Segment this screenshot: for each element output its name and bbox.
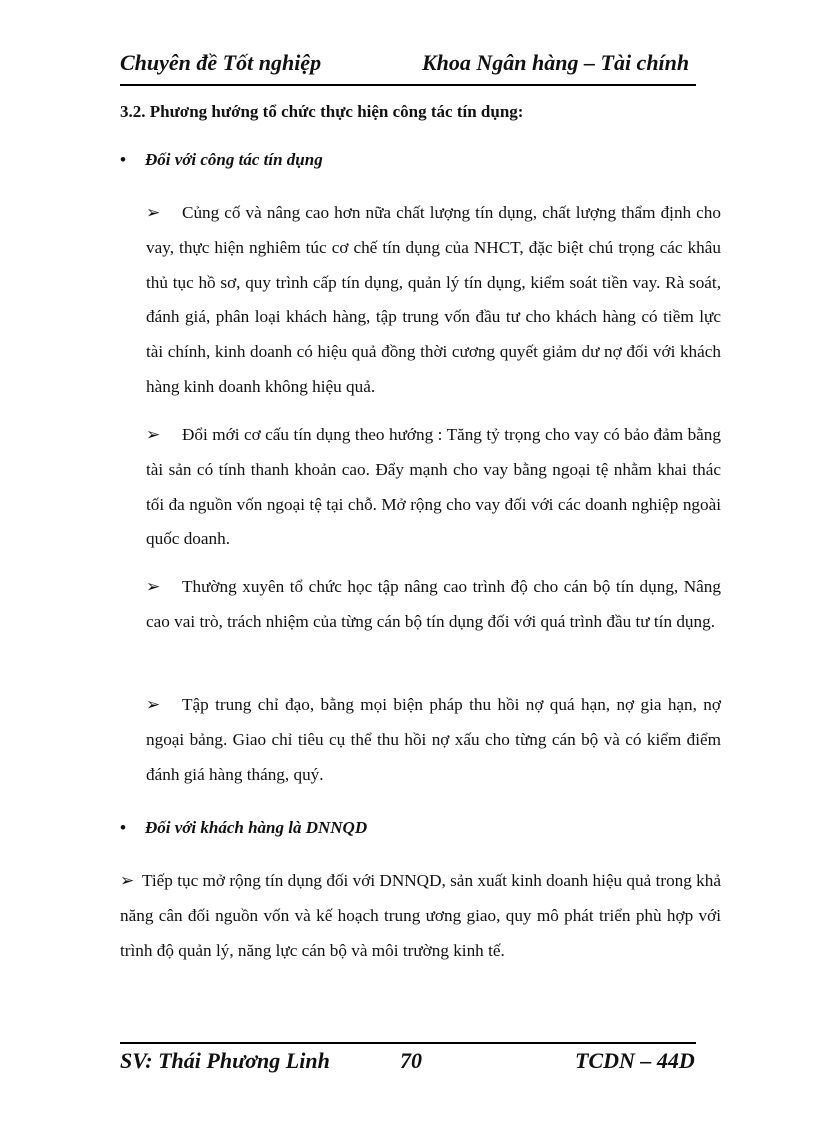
paragraph-text: Tiếp tục mở rộng tín dụng đối với DNNQD, sản xuất kinh doanh hiệu quả trong khả năng cân đối nguồn vốn và kế hoạch trung ương giao, quy mô phát triển phù hợp với trình độ quản lý, năng lực cán bộ và môi trường kinh tế. — [120, 871, 721, 960]
footer-page-number: 70 — [400, 1048, 422, 1073]
paragraph-text: Tập trung chỉ đạo, bằng mọi biện pháp thu hồi nợ quá hạn, nợ gia hạn, nợ ngoại bảng. Giao chỉ tiêu cụ thể thu hồi nợ xấu cho từng cán bộ và có kiểm điểm đánh giá hàng tháng, quý. — [146, 695, 721, 784]
arrow-icon: ➢ — [146, 695, 161, 714]
bullet-heading-credit-work — [120, 150, 323, 170]
paragraph-1 — [146, 196, 721, 405]
bullet-icon: • — [120, 150, 126, 169]
bullet-label: Đối với khách hàng là DNNQD — [145, 818, 368, 837]
arrow-icon: ➢ — [146, 203, 161, 222]
paragraph-5 — [120, 864, 721, 968]
paragraph-2 — [146, 418, 721, 557]
arrow-icon: ➢ — [146, 425, 161, 444]
page-header — [120, 50, 696, 86]
header-left: Chuyên đề Tốt nghiệp — [120, 50, 322, 75]
page-footer — [120, 1042, 696, 1078]
arrow-icon: ➢ — [146, 577, 161, 596]
header-right: Khoa Ngân hàng – Tài chính — [422, 50, 690, 75]
paragraph-4 — [146, 688, 721, 792]
bullet-heading-dnnqd — [120, 818, 367, 838]
bullet-label: Đối với công tác tín dụng — [145, 150, 323, 169]
footer-student: SV: Thái Phương Linh — [120, 1048, 330, 1073]
arrow-icon: ➢ — [120, 871, 135, 890]
paragraph-text: Củng cố và nâng cao hơn nữa chất lượng tín dụng, chất lượng thẩm định cho vay, thực hiện nghiêm túc cơ chế tín dụng của NHCT, đặc biệt chú trọng các khâu thủ tục hồ sơ, quy trình cấp tín dụng, quản lý tín dụng, kiểm soát tiền vay. Rà soát, đánh giá, phân loại khách hàng, tập trung vốn đầu tư cho khách hàng có tiềm lực tài chính, kinh doanh có hiệu quả đồng thời cương quyết giảm dư nợ đối với khách hàng kinh doanh không hiệu quả. — [146, 203, 721, 396]
footer-class: TCDN – 44D — [575, 1048, 695, 1073]
bullet-icon: • — [120, 818, 126, 837]
paragraph-3 — [146, 570, 721, 640]
section-title: 3.2. Phương hướng tổ chức thực hiện công tác tín dụng: — [120, 102, 524, 121]
paragraph-text: Đổi mới cơ cấu tín dụng theo hướng : Tăng tỷ trọng cho vay có bảo đảm bằng tài sản có tính thanh khoản cao. Đẩy mạnh cho vay bằng ngoại tệ nhằm khai thác tối đa nguồn vốn ngoại tệ tại chỗ. Mở rộng cho vay đối với các doanh nghiệp ngoài quốc doanh. — [146, 425, 721, 549]
paragraph-text: Thường xuyên tổ chức học tập nâng cao trình độ cho cán bộ tín dụng, Nâng cao vai trò, trách nhiệm của từng cán bộ tín dụng đối với quá trình đầu tư tín dụng. — [146, 577, 721, 631]
